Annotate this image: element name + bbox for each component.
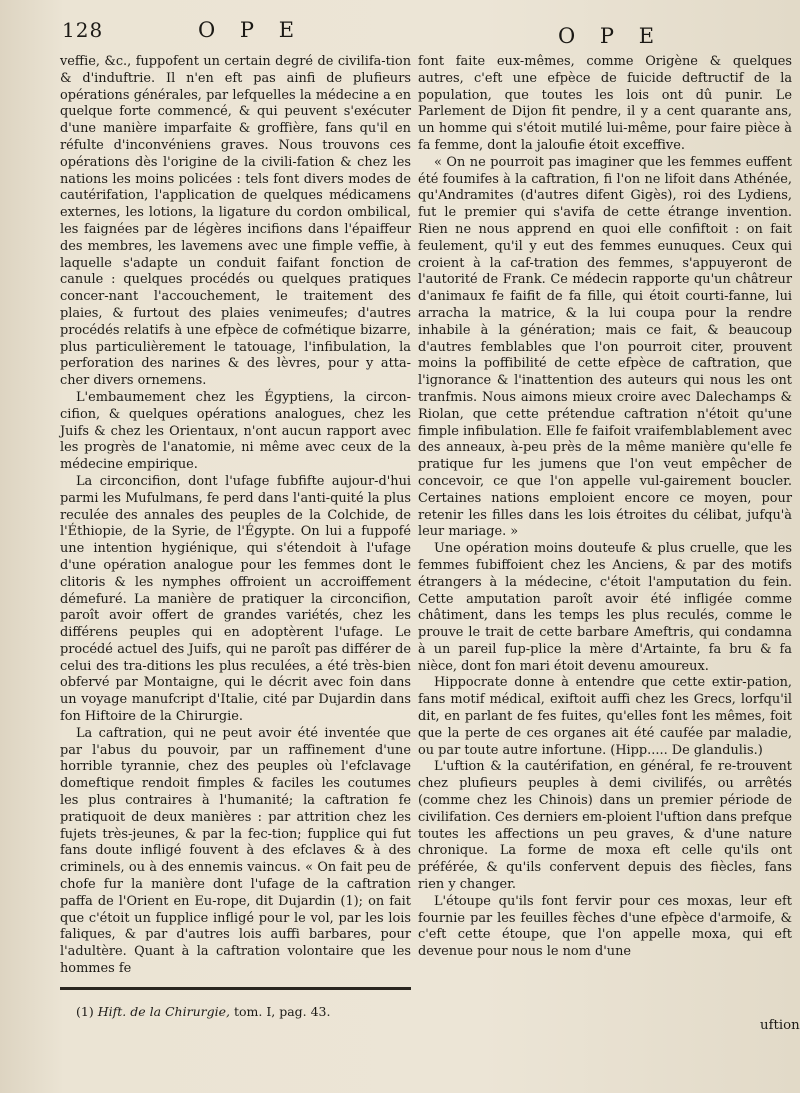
paragraph: L'uftion & la cautérifation, en général, fe re-trouvent chez plufieurs peuples à demi civilifés, ou arrêtés (comme chez les Chinois) dans un premier période de civilifation. Ces derniers em-ploient l'uftion dans prefque toutes les affections un peu graves, & d'une nature chronique. La forme de moxa eft celle qu'ils ont préférée, & qu'ils confervent depuis des fiècles, fans rien y changer. bbox=[418, 759, 793, 893]
paragraph: La caftration, qui ne peut avoir été inventée que par l'abus du pouvoir, par un raffinement d'une horrible tyrannie, chez des peuples où l'efclavage domeftique rendoit fimples & faciles les coutumes les plus contraires à l'humanité; la caftration fe pratiquoit de deux manières : par attrition chez les fujets très-jeunes, & par la fec-tion; fupplice qui fut fans doute infligé fouvent à des efclaves & à des criminels, ou à des ennemis vaincus. « On fait peu de chofe fur la manière dont l'ufage de la caftration paffa de l'Orient en Eu-rope, dit Dujardin (1); on fait que c'étoit un fupplice infligé pour le vol, par les lois faliques, & par d'autres lois auffi barbares, pour l'adultère. Quant à la caftration volontaire que les hommes fe bbox=[60, 725, 411, 977]
footnote-marker: (1) bbox=[76, 1004, 94, 1019]
left-column bbox=[60, 54, 411, 978]
footnote-rule bbox=[60, 987, 411, 990]
running-title-left: O P E bbox=[198, 18, 304, 42]
paragraph: Une opération moins douteufe & plus cruelle, que les femmes fubiffoient chez les Anciens, & par des motifs étrangers à la médecine, c'étoit l'amputation du fein. Cette amputation paroît avoir été infligée comme châtiment, dans les temps les plus reculés, comme le prouve le trait de cette barbare Ameftris, qui condamna à un pareil fup-plice la mère d'Artainte, fa bru & fa nièce, dont fon mari étoit devenu amoureux. bbox=[418, 541, 792, 674]
paragraph: font faite eux-mêmes, comme Origène & quelques autres, c'eft une efpèce de fuicide deftructif de la population, que toutes les lois ont dû punir. Le Parlement de Dijon fit pendre, il y a cent quarante ans, un homme qui s'étoit mutilé lui-même, pour faire pièce à fa femme, dont la jaloufie étoit exceffive. bbox=[418, 54, 792, 153]
paragraph: L'étoupe qu'ils font fervir pour ces moxas, leur eft fournie par les feuilles fèches d'une efpèce d'armoife, & c'eft cette étoupe, que l'on appelle moxa, qui eft devenue pour nous le nom d'une bbox=[418, 893, 792, 960]
paragraph: Hippocrate donne à entendre que cette extir-pation, fans motif médical, exiftoit auffi chez les Grecs, lorfqu'il dit, en parlant de fes fuites, qu'elles font les mêmes, foit que la perte de ces organes ait été caufée par maladie, ou par toute autre infortune. (Hipp..... De glandulis.) bbox=[418, 675, 792, 758]
right-column bbox=[418, 54, 792, 961]
footnote bbox=[76, 1004, 330, 1019]
paragraph: L'embaumement chez les Égyptiens, la circon-cifion, & quelques opérations analogues, chez les Juifs & chez les Orientaux, n'ont aucun rapport avec les progrès de l'anatomie, ni même avec ceux de la médecine empirique. bbox=[60, 389, 411, 473]
running-header bbox=[0, 18, 800, 50]
paragraph: La circoncifion, dont l'ufage fubfifte aujour-d'hui parmi les Mufulmans, fe perd dans l'anti-quité la plus reculée des annales des peuples de la Colchide, de l'Éthiopie, de la Syrie, de l'Égypte. On lui a fuppofé une intention hygiénique, qui s'étendoit à l'ufage d'une opération analogue pour les femmes dont le clitoris & les nymphes offroient un accroiffement démefuré. La manière de pratiquer la circoncifion, paroît avoir offert de grandes variétés, chez les différens peuples qui en adoptèrent l'ufage. Le procédé actuel des Juifs, qui ne paroît pas différer de celui des tra-ditions les plus reculées, a été très-bien obfervé par Montaigne, qui le décrit avec foin dans un voyage manufcript d'Italie, cité par Dujardin dans fon Hiftoire de la Chirurgie. bbox=[60, 473, 411, 725]
page-number: 128 bbox=[62, 18, 104, 42]
footnote-rest: tom. I, pag. 43. bbox=[233, 1004, 331, 1019]
running-title-right: O P E bbox=[558, 24, 664, 48]
paragraph: « On ne pourroit pas imaginer que les femmes euffent été foumifes à la caftration, fi l'on ne lifoit dans Athénée, qu'Andramites (d'autres difent Gigès), roi des Lydiens, fut le premier qui s'avifa de cette étrange invention. Rien ne nous apprend en quoi elle confiftoit : on fait feulement, qu'il y eut des femmes eunuques. Ceux qui croient à la caf-tration des femmes, s'appuyeront de l'autorité de Frank. Ce médecin rapporte qu'un châtreur d'animaux fe faifit de fa fille, qui étoit courti-fanne, lui arracha la matrice, & la lui coupa pour la rendre inhabile à la génération; mais ce fait, & beaucoup d'autres femblables que l'on pourroit citer, prouvent moins la poffibilité de cette efpèce de caftration, que l'ignorance & l'inattention des auteurs qui nous les ont tranfmis. Nous aimons mieux croire avec Dalechamps & Riolan, que cette prétendue caftration n'étoit qu'une fimple infibulation. Elle fe faifoit vraifemblablement avec des anneaux, à-peu près de la même manière qu'elle fe pratique fur les jumens que l'on veut empêcher de concevoir, ce que l'on appelle vul-gairement boucler. Certaines nations emploient encore ce moyen, pour retenir les filles dans les lois étroites du célibat, jufqu'à leur mariage. » bbox=[418, 154, 792, 540]
paragraph: veffie, &c., fuppofent un certain degré de civilifa-tion & d'induftrie. Il n'en eft pas ainfi de plufieurs opérations générales, par lefquelles la médecine a en quelque forte commencé, & qui peuvent s'exécuter d'une manière imparfaite & groffière, fans qu'il en réfulte d'inconvéniens graves. Nous trouvons ces opérations dès l'origine de la civili-fation & chez les nations les moins policées : tels font divers modes de cautérifation, l'application de quelques médicamens externes, les lotions, la ligature du cordon ombilical, les faignées par de légères incifions dans l'épaiffeur des membres, les lavemens avec une fimple veffie, à laquelle s'adapte un conduit faifant fonction de canule : quelques procédés ou quelques pratiques concer-nant l'accouchement, le traitement des plaies, & furtout des plaies venimeufes; d'autres procédés relatifs à une efpèce de cofmétique bizarre, plus particulièrement le tatouage, l'infibulation, la perforation des narines & des lèvres, pour y atta-cher divers ornemens. bbox=[60, 54, 411, 389]
footnote-source: Hift. de la Chirurgie, bbox=[97, 1004, 230, 1019]
catchword: uftion bbox=[760, 1018, 800, 1033]
